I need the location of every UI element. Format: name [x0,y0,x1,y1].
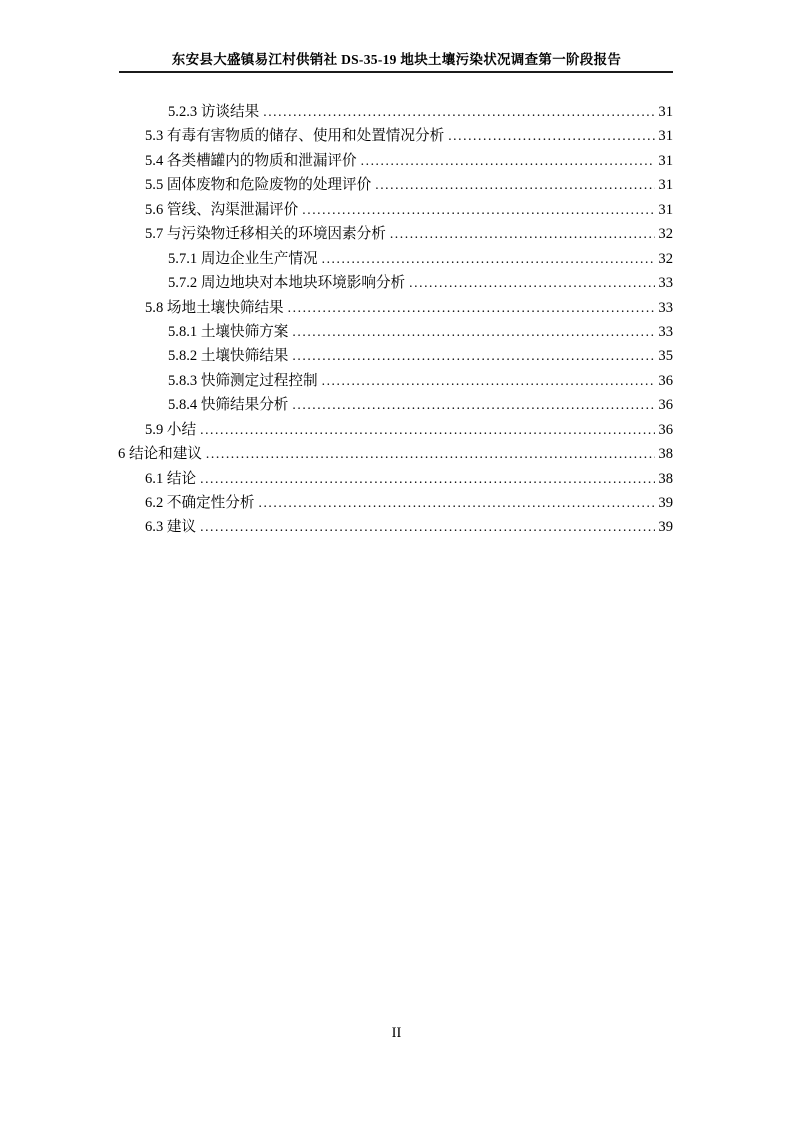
toc-entry-title: 5.8.2 土壤快筛结果 [168,348,289,365]
toc-entry-page: 32 [658,226,673,243]
toc-entry[interactable] [118,247,673,271]
toc-entry-page: 31 [658,177,673,194]
footer-page-number: II [391,1025,402,1041]
toc-leader-dots [390,226,656,242]
toc-entry-title: 6.1 结论 [145,470,197,487]
toc-leader-dots [292,324,655,340]
toc-entry-page: 33 [658,299,673,316]
page-header-title: 东安县大盛镇易江村供销社 DS-35-19 地块土壤污染状况调查第一阶段报告 [171,52,622,67]
toc-leader-dots [322,251,656,267]
toc-leader-dots [206,446,655,462]
toc-leader-dots [288,300,656,316]
toc-entry[interactable] [118,418,673,442]
toc-entry-page: 31 [658,104,673,120]
header-rule [119,71,673,73]
toc-leader-dots [292,348,655,364]
toc-entry-page: 33 [658,275,673,292]
toc-entry[interactable] [118,491,673,515]
toc-entry-page: 31 [658,201,673,218]
toc-entry[interactable] [118,467,673,491]
toc-leader-dots [292,397,655,413]
toc-entry-page: 33 [658,323,673,340]
toc-entry-title: 5.8.4 快筛结果分析 [168,397,289,414]
toc-entry-title: 5.7.1 周边企业生产情况 [168,250,318,267]
toc-entry[interactable] [118,320,673,344]
toc-entry[interactable] [118,149,673,173]
toc-leader-dots [200,471,655,487]
toc-entry[interactable] [118,344,673,368]
toc-entry-title: 5.8.1 土壤快筛方案 [168,323,289,340]
toc-list [118,100,673,540]
toc-leader-dots [322,373,656,389]
toc-entry-title: 5.2.3 访谈结果 [168,104,260,120]
toc-entry[interactable] [118,296,673,320]
toc-entry-page: 31 [658,128,673,145]
toc-entry-title: 5.8.3 快筛测定过程控制 [168,372,318,389]
toc-leader-dots [361,153,656,169]
toc-entry[interactable] [118,124,673,148]
toc-entry-title: 5.3 有毒有害物质的储存、使用和处置情况分析 [145,128,445,145]
toc-entry[interactable] [118,173,673,197]
toc-entry[interactable] [118,222,673,246]
toc-entry-page: 39 [658,519,673,536]
toc-entry-title: 5.7.2 周边地块对本地块环境影响分析 [168,275,406,292]
toc-entry-title: 5.5 固体废物和危险废物的处理评价 [145,177,372,194]
toc-leader-dots [200,422,655,438]
toc-leader-dots [448,128,655,144]
toc-entry[interactable] [118,198,673,222]
toc-leader-dots [200,519,655,535]
toc-entry-title: 5.9 小结 [145,421,197,438]
toc-entry-page: 36 [658,421,673,438]
toc-entry-title: 5.4 各类槽罐内的物质和泄漏评价 [145,152,357,169]
toc-entry[interactable] [118,100,673,124]
toc-entry-title: 6.3 建议 [145,519,197,536]
toc-leader-dots [375,177,655,193]
toc-entry-page: 38 [658,446,673,463]
toc-entry-page: 36 [658,397,673,414]
toc-entry[interactable] [118,442,673,466]
toc-entry-page: 32 [658,250,673,267]
toc-entry-page: 36 [658,372,673,389]
toc-leader-dots [258,495,655,511]
toc-entry[interactable] [118,393,673,417]
toc-entry-page: 39 [658,495,673,511]
toc-entry-title: 6.2 不确定性分析 [145,495,255,511]
toc-entry-title: 5.8 场地土壤快筛结果 [145,299,284,316]
toc-entry[interactable] [118,515,673,539]
toc-entry-page: 31 [658,152,673,169]
toc-entry-page: 38 [658,470,673,487]
toc-leader-dots [409,275,655,291]
toc-entry-title: 5.7 与污染物迁移相关的环境因素分析 [145,226,386,243]
toc-entry-title: 5.6 管线、沟渠泄漏评价 [145,201,299,218]
toc-entry[interactable] [118,369,673,393]
toc-entry[interactable] [118,271,673,295]
toc-leader-dots [302,202,655,218]
toc-entry-title: 6 结论和建议 [118,446,202,463]
toc-entry-page: 35 [658,348,673,365]
toc-leader-dots [263,104,655,120]
